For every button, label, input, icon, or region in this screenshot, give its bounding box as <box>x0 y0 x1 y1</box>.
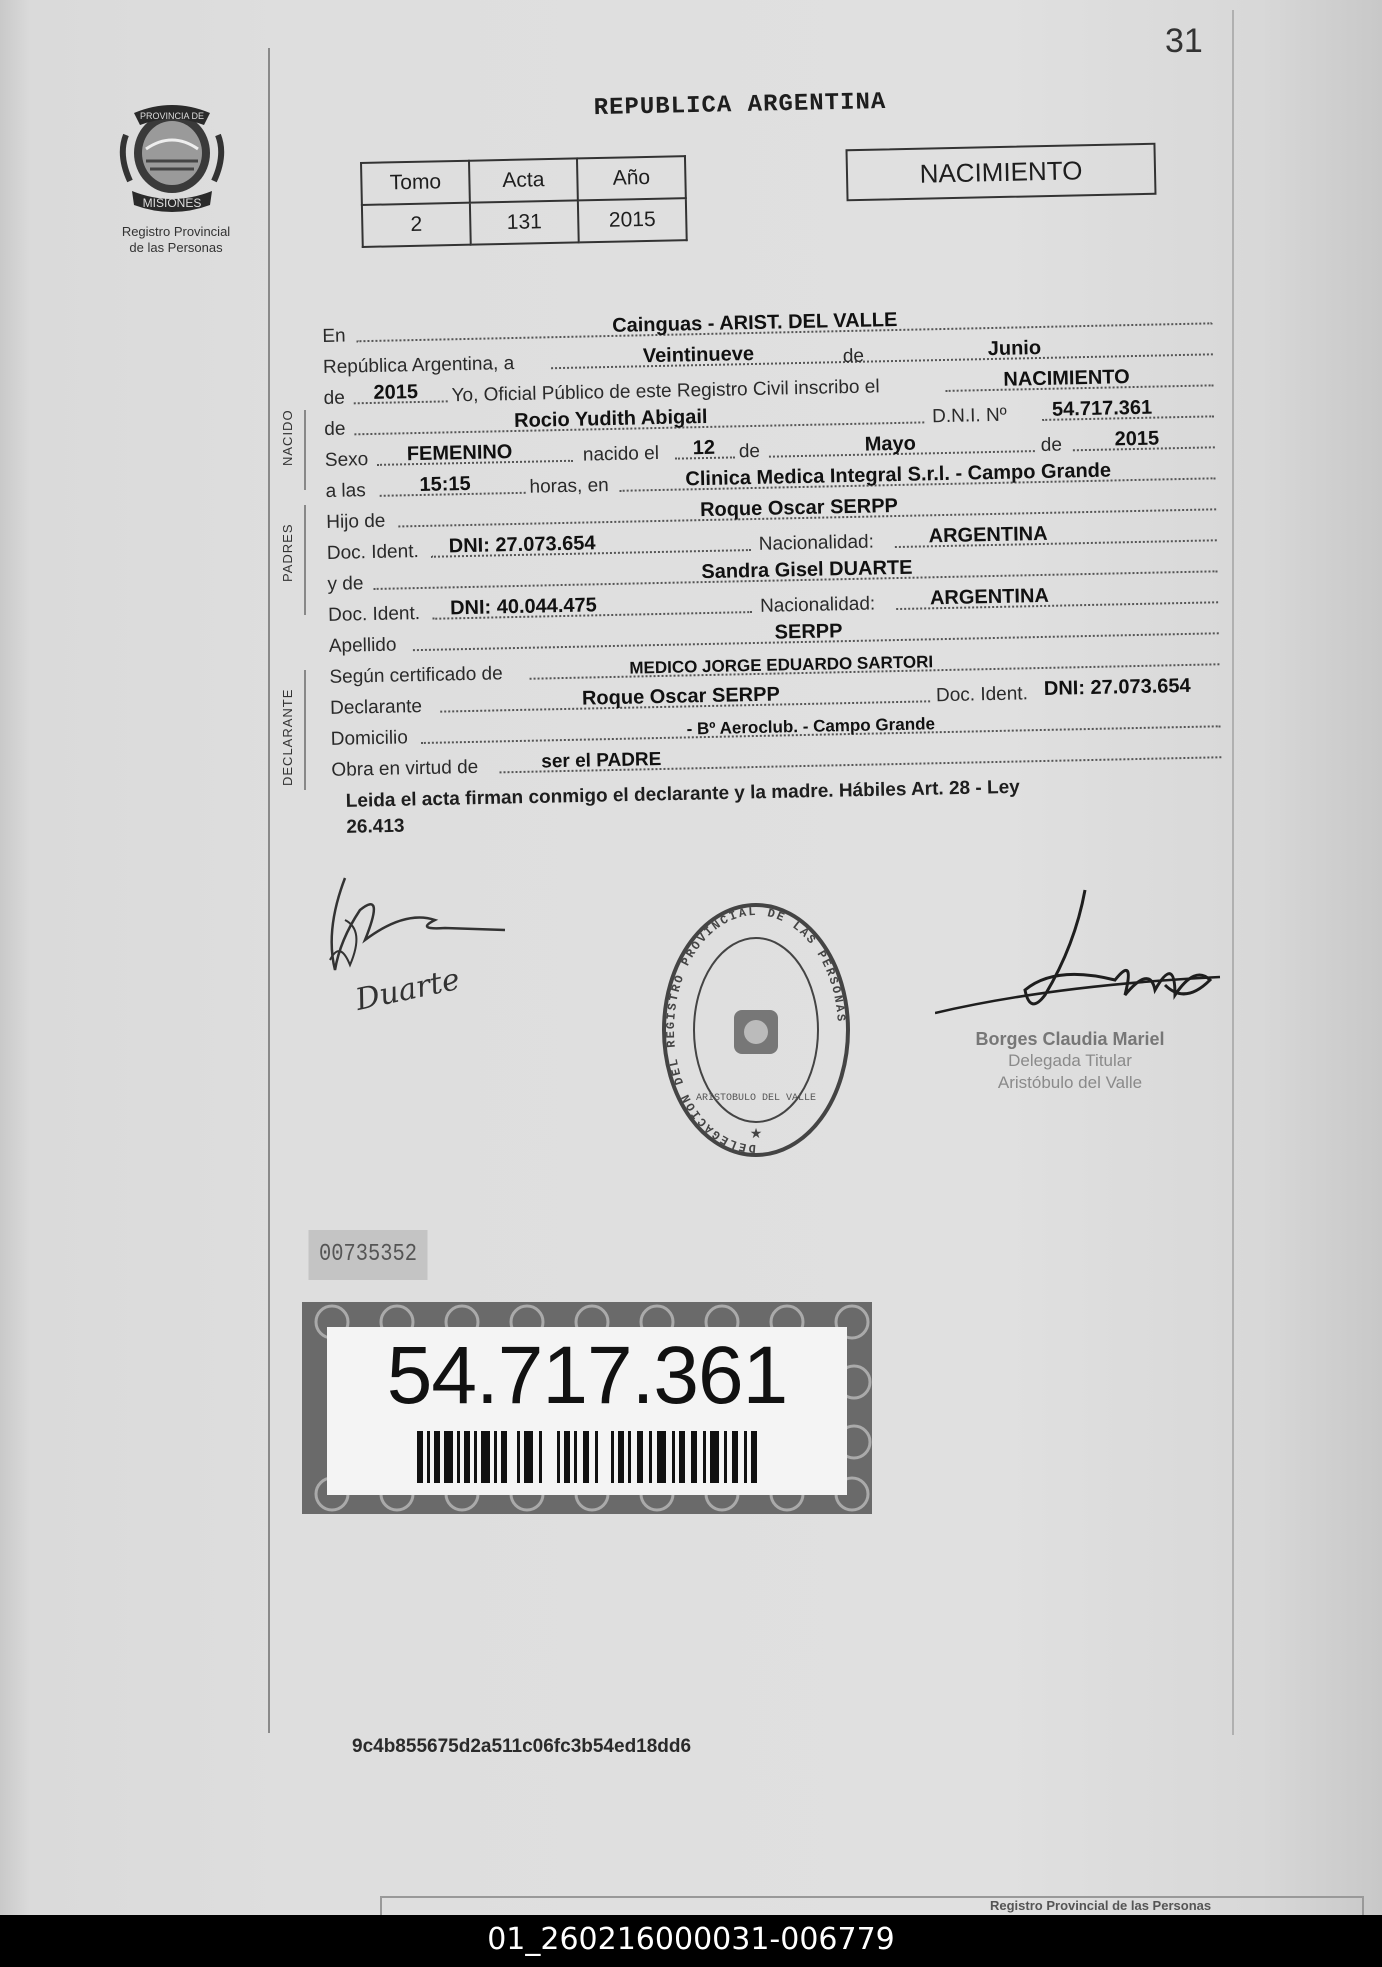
official-name: Borges Claudia Mariel <box>975 1029 1165 1049</box>
label-apellido: Apellido <box>328 634 397 657</box>
value-record-kind: NACIMIENTO <box>1003 366 1130 391</box>
label-hijo-de: Hijo de <box>326 510 386 533</box>
official-seal-stamp <box>656 900 856 1170</box>
serial-number: 00735352 <box>309 1230 428 1280</box>
label-doc-ident: Doc. Ident. <box>326 541 419 564</box>
value-mother-nationality: ARGENTINA <box>929 584 1050 610</box>
value-address: - Bº Aeroclub. - Campo Grande <box>686 714 936 739</box>
handwritten-surname: Duarte <box>352 961 463 1019</box>
next-page-ghost-text: Registro Provincial de las Personas <box>990 1898 1212 1913</box>
label-de: de <box>323 387 345 409</box>
side-label-padres: PADRES <box>280 523 295 582</box>
value-month: Junio <box>987 336 1042 361</box>
value-child-name: Rocio Yudith Abigail <box>513 405 708 432</box>
document-hash: 9c4b855675d2a511c06fc3b54ed18dd6 <box>352 1736 692 1757</box>
value-birth-day: 12 <box>692 436 716 460</box>
value-child-dni: 54.717.361 <box>1051 396 1153 421</box>
value-birth-year: 2015 <box>1114 427 1160 451</box>
side-label-nacido: NACIDO <box>280 409 295 466</box>
official-signature <box>935 885 1225 1035</box>
label-y-de: y de <box>327 573 364 595</box>
label-nacionalidad: Nacionalidad: <box>759 593 876 617</box>
value-father-dni: DNI: 27.073.654 <box>448 532 596 558</box>
value-birth-place: Clinica Medica Integral S.r.l. - Campo Grande <box>685 459 1112 491</box>
label-declarante: Declarante <box>329 695 423 719</box>
label-domicilio: Domicilio <box>330 727 409 750</box>
closing-line: 26.413 <box>346 815 405 838</box>
official-place: Aristóbulo del Valle <box>997 1073 1143 1092</box>
seal-outer-text: DELEGACION DEL REGISTRO PROVINCIAL DE LAS PERSONAS <box>663 904 848 1156</box>
province-emblem-logo <box>112 95 232 220</box>
emblem-top-text: PROVINCIA DE <box>139 111 205 121</box>
record-type-box: NACIMIENTO <box>845 143 1156 201</box>
acta-value: 131 <box>470 200 579 244</box>
file-id: 01_260216000031-006779 <box>487 1922 895 1957</box>
document-title: REPUBLICA ARGENTINA <box>593 88 887 123</box>
value-birth-time: 15:15 <box>419 472 471 496</box>
value-sex: FEMENINO <box>406 441 513 466</box>
value-father-nationality: ARGENTINA <box>928 522 1048 548</box>
value-surname: SERPP <box>774 620 843 644</box>
right-margin-rule <box>1232 10 1234 1735</box>
label-a-las: a las <box>325 480 366 502</box>
dni-number: 54.717.361 <box>386 1330 788 1421</box>
dni-label <box>327 1327 847 1495</box>
label-segun-certificado: Según certificado de <box>329 663 503 688</box>
registry-label-line: de las Personas <box>129 240 223 255</box>
value-day: Veintinueve <box>642 342 755 368</box>
value-birth-month: Mayo <box>864 432 917 456</box>
registry-label-line: Registro Provincial <box>121 224 231 239</box>
record-table <box>360 155 688 248</box>
birth-record-form <box>322 301 1222 785</box>
value-mother-name: Sandra Gisel DUARTE <box>701 556 913 584</box>
registry-label <box>98 224 254 256</box>
barcode <box>417 1431 757 1483</box>
label-de: de <box>1040 434 1063 456</box>
side-label-declarante: DECLARANTE <box>280 688 295 786</box>
declarant-signature <box>305 870 505 1020</box>
label-oficial: Yo, Oficial Público de este Registro Civil inscribo el <box>451 376 880 407</box>
label-horas-en: horas, en <box>529 475 609 498</box>
value-mother-dni: DNI: 40.044.475 <box>449 594 598 620</box>
tomo-header: Tomo <box>361 161 470 205</box>
value-father-name: Roque Oscar SERPP <box>699 494 899 522</box>
label-sexo: Sexo <box>324 449 369 471</box>
label-republica: República Argentina, a <box>322 352 515 378</box>
emblem-bottom-text: MISIONES <box>142 196 202 210</box>
official-stamp-block <box>930 1028 1210 1094</box>
value-year: 2015 <box>373 381 419 404</box>
label-nacionalidad: Nacionalidad: <box>758 531 875 555</box>
label-obra-en-virtud: Obra en virtud de <box>331 756 479 781</box>
value-place: Cainguas - ARIST. DEL VALLE <box>611 308 898 337</box>
section-bar <box>304 410 306 490</box>
tomo-value: 2 <box>362 203 471 247</box>
label-en: En <box>322 325 346 347</box>
acta-header: Acta <box>469 158 578 202</box>
label-dni: D.N.I. Nº <box>931 404 1007 428</box>
official-title: Delegada Titular <box>1008 1051 1132 1070</box>
svg-text:★: ★ <box>749 1125 763 1141</box>
label-de: de <box>324 418 346 440</box>
value-declarant-dni: DNI: 27.073.654 <box>1043 674 1191 700</box>
label-doc-ident: Doc. Ident. <box>935 683 1029 707</box>
label-de: de <box>738 440 761 463</box>
label-nacido-el: nacido el <box>582 442 660 466</box>
page-number: 31 <box>1165 22 1203 60</box>
anio-header: Año <box>577 156 686 200</box>
seal-inner-text: ARISTOBULO DEL VALLE <box>695 1093 817 1104</box>
section-bar <box>304 505 306 615</box>
anio-value: 2015 <box>578 198 687 242</box>
next-page-edge <box>380 1896 1364 1917</box>
left-margin-rule <box>268 48 270 1733</box>
label-de: de <box>842 345 865 368</box>
closing-line: Leida el acta firman conmigo el declarante y la madre. Hábiles Art. 28 - Ley <box>345 776 1020 812</box>
value-capacity: ser el PADRE <box>541 748 662 773</box>
section-bar <box>304 670 306 790</box>
value-declarant-name: Roque Oscar SERPP <box>581 683 781 710</box>
label-doc-ident: Doc. Ident. <box>327 603 421 626</box>
value-certifier: MEDICO JORGE EDUARDO SARTORI <box>629 652 934 678</box>
